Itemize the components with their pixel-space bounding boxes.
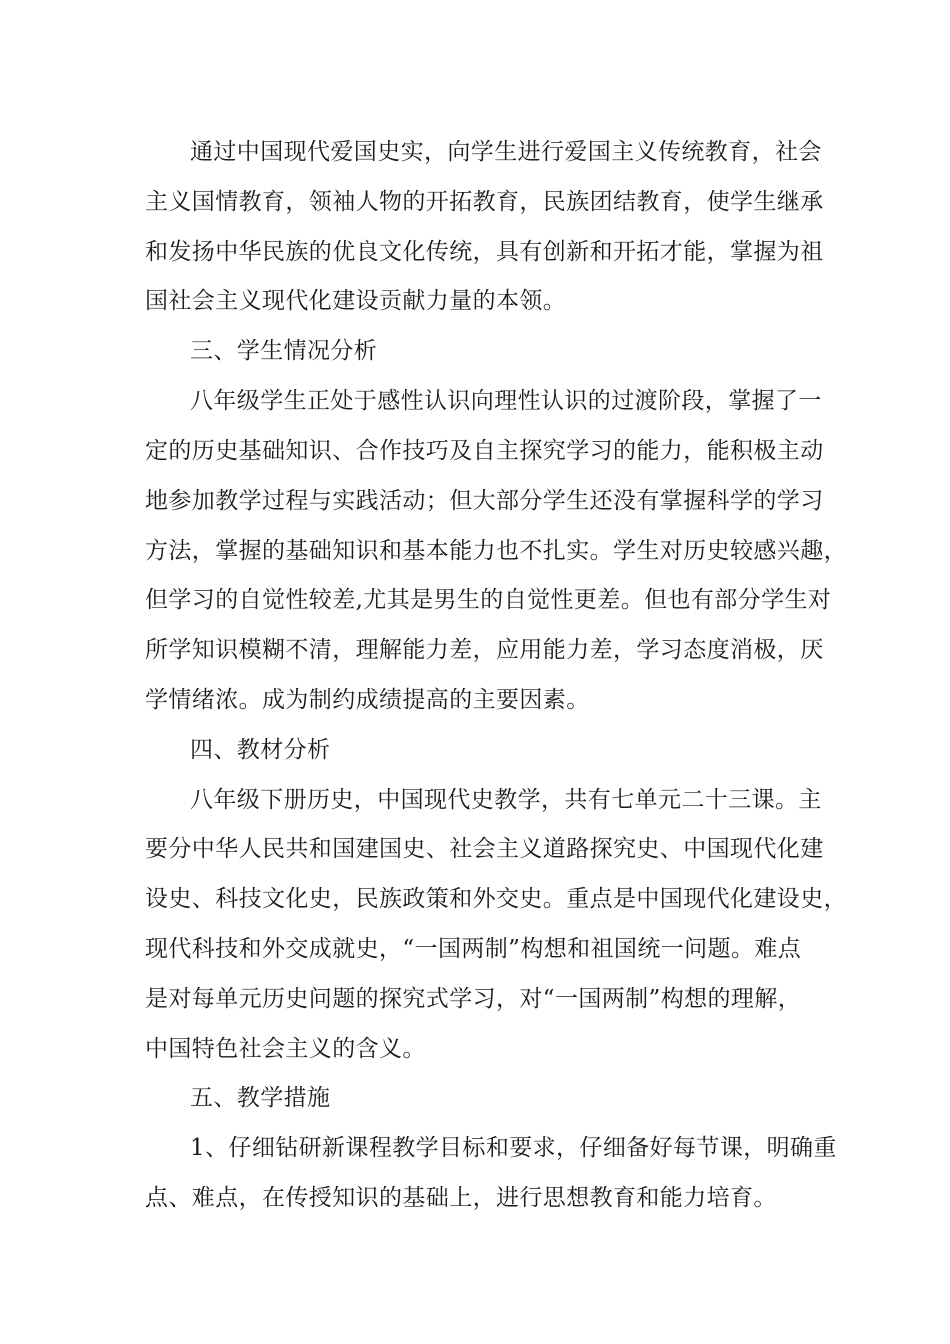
paragraph-line: 主义国情教育，领袖人物的开拓教育，民族团结教育，使学生继承 bbox=[145, 189, 824, 215]
paragraph-line: 地参加教学过程与实践活动；但大部分学生还没有掌握科学的学习 bbox=[145, 488, 824, 514]
paragraph-line: 和发扬中华民族的优良文化传统，具有创新和开拓才能，掌握为祖 bbox=[145, 239, 824, 265]
paragraph-line: 学情绪浓。成为制约成绩提高的主要因素。 bbox=[145, 687, 590, 713]
paragraph-line: 但学习的自觉性较差,尤其是男生的自觉性更差。但也有部分学生对 bbox=[145, 587, 832, 613]
paragraph-line: 是对每单元历史问题的探究式学习，对“一国两制”构想的理解， bbox=[145, 986, 802, 1012]
paragraph-line: 国社会主义现代化建设贡献力量的本领。 bbox=[145, 288, 567, 314]
paragraph-line: 通过中国现代爱国史实，向学生进行爱国主义传统教育，社会 bbox=[190, 139, 822, 165]
paragraph-line: 设史、科技文化史，民族政策和外交史。重点是中国现代化建设史， bbox=[145, 886, 847, 912]
paragraph-line: 所学知识模糊不清，理解能力差，应用能力差，学习态度消极，厌 bbox=[145, 637, 824, 663]
paragraph-line: 八年级学生正处于感性认识向理性认识的过渡阶段，掌握了一 bbox=[190, 388, 822, 414]
paragraph-line: 方法，掌握的基础知识和基本能力也不扎实。学生对历史较感兴趣， bbox=[145, 538, 847, 564]
paragraph-line: 八年级下册历史，中国现代史教学，共有七单元二十三课。主 bbox=[190, 787, 822, 813]
paragraph-line: 现代科技和外交成就史，“一国两制”构想和祖国统一问题。难点 bbox=[145, 936, 802, 962]
section-heading-5: 五、教学措施 bbox=[190, 1085, 331, 1111]
paragraph-line: 要分中华人民共和国建国史、社会主义道路探究史、中国现代化建 bbox=[145, 836, 824, 862]
paragraph-line: 点、难点，在传授知识的基础上，进行思想教育和能力培育。 bbox=[145, 1185, 777, 1211]
paragraph-line: 1、仔细钻研新课程教学目标和要求，仔细备好每节课，明确重 bbox=[190, 1135, 837, 1161]
paragraph-line: 中国特色社会主义的含义。 bbox=[145, 1036, 426, 1062]
section-heading-4: 四、教材分析 bbox=[190, 737, 331, 763]
paragraph-line: 定的历史基础知识、合作技巧及自主探究学习的能力，能积极主动 bbox=[145, 438, 824, 464]
section-heading-3: 三、学生情况分析 bbox=[190, 338, 378, 364]
